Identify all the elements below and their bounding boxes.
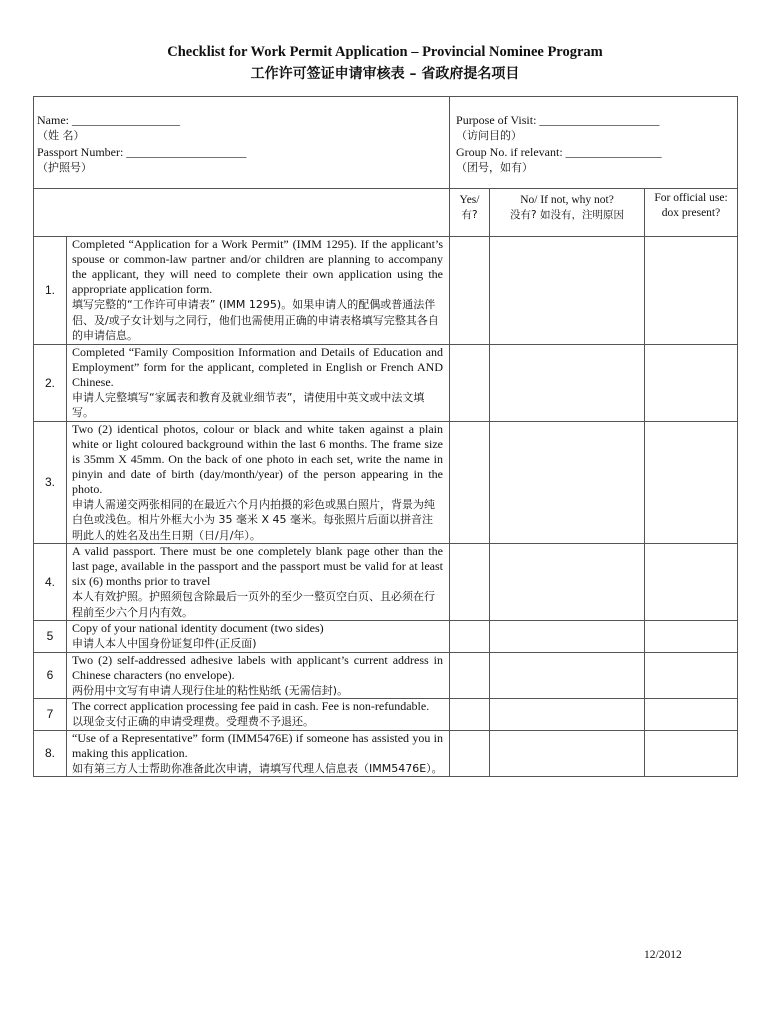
yes-checkbox-cell[interactable] [450, 344, 490, 421]
item-text-zh: 申请人完整填写“家属表和教育及就业细节表”，请使用中英文或中法文填写。 [72, 390, 425, 419]
item-text-zh: 申请人需递交两张相同的在最近六个月内拍摄的彩色或黑白照片，背景为纯白色或浅色。相片外框大小为 35 毫米 X 45 毫米。每张照片后面以拼音注明此人的姓名及出生日期（日/月/年）。 [72, 497, 435, 542]
column-header-row [34, 189, 738, 237]
official-use-cell [645, 544, 738, 621]
no-reason-cell[interactable] [490, 544, 645, 621]
item-description [67, 621, 450, 653]
item-text-zh: 如有第三方人士帮助你准备此次申请，请填写代理人信息表（IMM5476E）。 [72, 761, 443, 775]
item-text-en: Completed “Family Composition Information and Details of Education and Employment” form for the applicant, completed in English or French AND Chinese. [72, 344, 444, 389]
yes-checkbox-cell[interactable] [450, 421, 490, 544]
item-text-en: A valid passport. There must be one completely blank page other than the last page, available in the passport and the passport must be valid for at least six (6) months prior to travel [72, 544, 444, 588]
item-number: 3. [34, 421, 67, 544]
no-column-header [490, 189, 645, 237]
yes-checkbox-cell[interactable] [450, 544, 490, 621]
item-number: 1. [34, 237, 67, 345]
yes-checkbox-cell[interactable] [450, 699, 490, 731]
no-reason-cell[interactable] [490, 344, 645, 421]
yes-header-zh: 有? [461, 209, 478, 221]
official-use-cell [645, 421, 738, 544]
passport-number-field[interactable]: Passport Number: ____________________ [37, 145, 247, 159]
item-number: 7 [34, 699, 67, 731]
item-text-zh: 以现金支付正确的申请受理费。受理费不予退还。 [72, 715, 314, 728]
yes-column-header [450, 189, 490, 237]
checklist-item-row [34, 237, 738, 345]
official-use-cell [645, 730, 738, 777]
official-use-cell [645, 699, 738, 731]
item-number: 6 [34, 652, 67, 699]
official-use-cell [645, 621, 738, 653]
item-text-zh: 本人有效护照。护照须包含除最后一页外的至少一整页空白页、且必须在行程前至少六个月内有效。 [72, 590, 435, 619]
official-use-cell [645, 344, 738, 421]
purpose-label-zh: （访问目的） [456, 129, 523, 142]
yes-checkbox-cell[interactable] [450, 652, 490, 699]
document-title-zh: 工作许可签证申请审核表 – 省政府提名项目 [250, 66, 520, 82]
item-text-en: Copy of your national identity document (two sides) [72, 621, 324, 635]
item-number: 5 [34, 621, 67, 653]
checklist-table [33, 96, 738, 777]
document-title-en: Checklist for Work Permit Application – Provincial Nominee Program [167, 44, 603, 60]
item-text-en: Two (2) identical photos, colour or black and white taken against a plain white or light coloured background within the last 6 months. The frame size is 35mm X 45mm. On the back of one photo in each set, write the name in pinyin and date of birth (day/month/year) of the person appearing in the photo. [72, 421, 444, 496]
no-reason-cell[interactable] [490, 699, 645, 731]
name-label-zh: （姓 名） [37, 129, 85, 142]
checklist-item-row [34, 621, 738, 653]
official-use-column-header: For official use: dox present? [645, 189, 738, 237]
item-text-zh: 申请人本人中国身份证复印件(正反面) [72, 637, 257, 650]
yes-header-en: Yes/ [459, 194, 480, 206]
official-use-cell [645, 652, 738, 699]
applicant-info-row [34, 97, 738, 189]
applicant-info-right [450, 97, 738, 189]
yes-checkbox-cell[interactable] [450, 237, 490, 345]
item-text-en: Completed “Application for a Work Permit” (IMM 1295). If the applicant’s spouse or common-law partner and/or children are planning to accompany the applicant, they will need to complete their own application using the appropriate application form. [72, 237, 444, 296]
no-reason-cell[interactable] [490, 652, 645, 699]
item-number: 4. [34, 544, 67, 621]
group-number-field[interactable]: Group No. if relevant: ________________ [456, 145, 662, 159]
no-reason-cell[interactable] [490, 421, 645, 544]
applicant-info-left [34, 97, 450, 189]
item-description [67, 730, 450, 777]
passport-label-zh: （护照号） [37, 161, 92, 174]
item-text-en: The correct application processing fee paid in cash. Fee is non-refundable. [72, 699, 430, 713]
item-number: 8. [34, 730, 67, 777]
item-text-zh: 填写完整的“工作许可申请表” (IMM 1295)。如果申请人的配偶或普通法伴侣、及/或子女计划与之同行，他们也需使用正确的申请表格填写完整其各自的申请信息。 [72, 298, 439, 342]
footer-date: 12/2012 [644, 949, 682, 961]
no-reason-cell[interactable] [490, 237, 645, 345]
yes-checkbox-cell[interactable] [450, 621, 490, 653]
checklist-item-row [34, 730, 738, 777]
item-description [67, 652, 450, 699]
item-description [67, 699, 450, 731]
item-description [67, 421, 450, 544]
name-field[interactable]: Name: __________________ [37, 113, 180, 127]
group-label-zh: （团号，如有） [456, 161, 534, 174]
purpose-of-visit-field[interactable]: Purpose of Visit: ____________________ [456, 113, 660, 127]
item-text-en: “Use of a Representative” form (IMM5476E) if someone has assisted you in making this application. [72, 730, 444, 760]
item-description [67, 544, 450, 621]
checklist-item-row [34, 421, 738, 544]
item-description [67, 237, 450, 345]
checklist-item-row [34, 544, 738, 621]
no-header-zh: 没有? 如没有，注明原因 [510, 209, 624, 221]
checklist-item-row [34, 699, 738, 731]
item-description [67, 344, 450, 421]
item-number: 2. [34, 344, 67, 421]
official-use-cell [645, 237, 738, 345]
checklist-item-row [34, 652, 738, 699]
item-text-zh: 两份用中文写有申请人现行住址的粘性贴纸 (无需信封)。 [72, 683, 349, 697]
checklist-item-row [34, 344, 738, 421]
no-reason-cell[interactable] [490, 621, 645, 653]
no-header-en: No/ If not, why not? [520, 194, 614, 206]
no-reason-cell[interactable] [490, 730, 645, 777]
yes-checkbox-cell[interactable] [450, 730, 490, 777]
column-header-blank [34, 189, 450, 237]
item-text-en: Two (2) self-addressed adhesive labels with applicant’s current address in Chinese characters (no envelope). [72, 652, 444, 682]
